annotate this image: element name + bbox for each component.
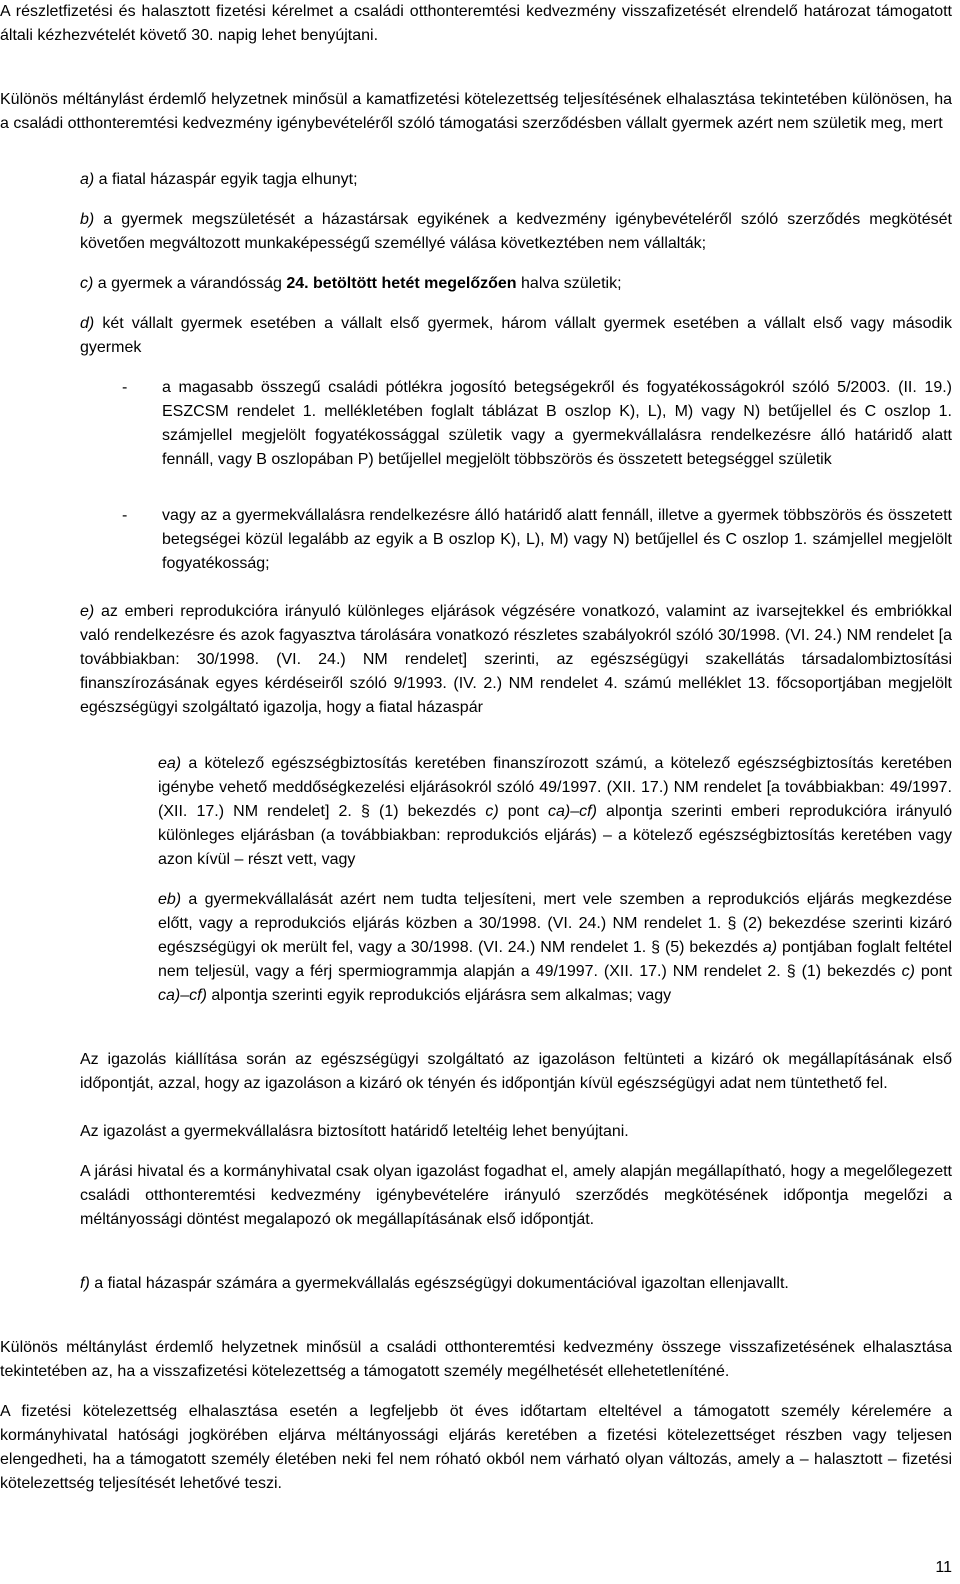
item-text: a kötelező egészségbiztosítás keretében finanszírozott számú, a kötelező egészségbiztosítás keretében igénybe vehető meddőségkezelési eljárásokról szóló 49/1997. (XII. 17.) NM rendelet [a továbbiakban: 49/1997. (XII. 17.) NM rendelet] 2. § (1) bekezdés xyxy=(158,755,952,820)
paragraph-certificate-issuance: Az igazolás kiállítása során az egészségügyi szolgáltató az igazoláson feltünteti a kizáró ok megállapításának első időpontját, azzal, hogy az igazoláson a kizáró ok tényén és időpontján kívül egészségügyi adat nem tüntethető fel. xyxy=(80,1051,952,1092)
item-label: eb) xyxy=(158,891,182,908)
item-text: pont xyxy=(914,963,952,980)
paragraph-special-equity-repayment: Különös méltánylást érdemlő helyzetnek minősül a családi otthonteremtési kedvezmény összege visszafizetésének elhalasztása tekintetében az, ha a visszafizetési kötelezettség a támogatott személy megélhetését ellehetetleníténé. xyxy=(0,1339,952,1380)
item-text: a fiatal házaspár egyik tagja elhunyt; xyxy=(94,171,358,188)
item-text: pont xyxy=(498,803,549,820)
item-text: a gyermek megszületését a házastársak egyikének a kedvezmény igénybevételéről szóló szerződés megkötését követően megváltozott munkaképességű személlyé válása következtében nem vállalták; xyxy=(80,211,952,252)
item-label: ea) xyxy=(158,755,182,772)
paragraph-district-office: A járási hivatal és a kormányhivatal csak olyan igazolást fogadhat el, amely alapján megállapítható, hogy a megelőlegezett családi otthonteremtési kedvezmény igénybevételére irányuló szerződés megkötésének időpontja megelőzi a méltányossági döntést megalapozó ok megállapításának első időpontját. xyxy=(80,1163,952,1228)
item-text-italic: c) xyxy=(901,963,915,980)
list-item-a xyxy=(80,168,952,192)
dash-item-text: a magasabb összegű családi pótlékra jogosító betegségekről és fogyatékosságokról szóló 5/2003. (II. 19.) ESZCSM rendelet 1. mellékletében foglalt táblázat B oszlop K), L), M) vagy N) betűjellel és C oszlop 1. számjellel megjelölt fogyatékossággal születik vagy a gyermekvállalásra rendelkezésre álló határidő alatt fennáll, vagy B oszlopában P) betűjellel megjelölt többszörös és összetett betegséggel születik xyxy=(162,379,952,468)
dash-bullet: - xyxy=(122,507,128,524)
dash-bullet: - xyxy=(122,379,128,396)
item-text-bold: 24. betöltött hetét megelőzően xyxy=(286,275,517,292)
item-label: d) xyxy=(80,315,95,332)
paragraph-payment-deferral: A fizetési kötelezettség elhalasztása esetén a legfeljebb öt éves időtartam elteltével a támogatott személy kérelemére a kormányhivatal hatósági jogkörében eljárva méltányossági eljárás keretében a fizetési kötelezettséget részben vagy teljesen elengedheti, ha a támogatott személy életében neki fel nem róható okból nem várható olyan változás, amely a – halasztott – fizetési kötelezettség teljesítését lehetővé teszi. xyxy=(0,1403,952,1492)
list-item-c xyxy=(80,272,952,296)
paragraph-certificate-deadline: Az igazolást a gyermekvállalásra biztosított határidő leteltéig lehet benyújtani. xyxy=(80,1123,629,1140)
list-item-ea xyxy=(158,752,952,872)
item-text-italic: c) xyxy=(485,803,499,820)
item-text: alpontja szerinti emberi reprodukcióra irányuló különleges eljárásban (a továbbiakban: reprodukciós eljárás) – a kötelező egészségbiztosítás keretében vagy azon kívül – részt vett, vagy xyxy=(158,803,953,868)
item-label: f) xyxy=(80,1275,90,1292)
paragraph-special-equity-interest: Különös méltánylást érdemlő helyzetnek minősül a kamatfizetési kötelezettség teljesítésének elhalasztása tekintetében különösen, ha a családi otthonteremtési kedvezmény igénybevételéről szóló támogatási szerződésben vállalt gyermek azért nem születik meg, mert xyxy=(0,91,952,132)
page-number: 11 xyxy=(935,1559,952,1576)
item-text-italic: ca)–cf) xyxy=(548,803,597,820)
item-label: a) xyxy=(80,171,95,188)
item-text: a fiatal házaspár számára a gyermekvállalás egészségügyi dokumentációval igazoltan ellenjavallt. xyxy=(89,1275,789,1292)
list-item-f xyxy=(80,1272,952,1296)
list-item-b xyxy=(80,208,952,256)
item-text-italic: ca)–cf) xyxy=(158,987,207,1004)
list-item-eb xyxy=(158,888,952,1008)
item-label: e) xyxy=(80,603,95,620)
item-text: a gyermekvállalását azért nem tudta teljesíteni, mert vele szemben a reprodukciós eljárás megkezdése előtt, vagy a reprodukciós eljárás közben a 30/1998. (VI. 24.) NM rendelet 1. § (2) bekezdése szerinti kizáró egészségügyi ok merült fel, vagy a 30/1998. (VI. 24.) NM rendelet 1. § (5) bekezdés xyxy=(158,891,952,956)
item-text: a gyermek a várandósság xyxy=(93,275,287,292)
item-text: két vállalt gyermek esetében a vállalt első gyermek, három vállalt gyermek esetében a vállalt első vagy második gyermek xyxy=(80,315,952,356)
dash-item-text: vagy az a gyermekvállalásra rendelkezésre álló határidő alatt fennáll, illetve a gyermek többszörös és összetett betegségei közül legalább az egyik a B oszlop K), L), M) vagy N) betűjellel és C oszlop 1. számjellel megjelölt fogyatékosság; xyxy=(162,507,952,572)
item-text-italic: a) xyxy=(762,939,778,956)
item-text: az emberi reprodukcióra irányuló különleges eljárások végzésére vonatkozó, valamint az ivarsejtekkel és embriókkal való rendelkezésre és azok fagyasztva tárolására vonatkozó részletes szabályokról szóló 30/1998. (VI. 24.) NM rendelet [a továbbiakban: 30/1998. (VI. 24.) NM rendelet] szerinti, az egészségügyi szakellátás társadalombiztosítási finanszírozásának egyes kérdéseiről szóló 9/1993. (IV. 2.) NM rendelet 4. számú melléklet 13. főcsoportjában megjelölt egészségügyi szolgáltató igazolja, hogy a fiatal házaspár xyxy=(80,603,952,716)
item-text: pontjában foglalt feltétel nem teljesül, vagy a férj spermiogrammja alapján a 49/1997. (XII. 17.) NM rendelet 2. § (1) bekezdés xyxy=(158,939,952,980)
item-label: b) xyxy=(80,211,95,228)
item-label: c) xyxy=(80,275,94,292)
list-item-e xyxy=(80,600,952,720)
paragraph-installment-request: A részletfizetési és halasztott fizetési kérelmet a családi otthonteremtési kedvezmény visszafizetését elrendelő határozat támogatott általi kézhezvételét követő 30. napig lehet benyújtani. xyxy=(0,3,952,44)
list-item-d xyxy=(80,312,952,360)
item-text: alpontja szerinti egyik reprodukciós eljárásra sem alkalmas; vagy xyxy=(206,987,672,1004)
item-text: halva születik; xyxy=(516,275,622,292)
